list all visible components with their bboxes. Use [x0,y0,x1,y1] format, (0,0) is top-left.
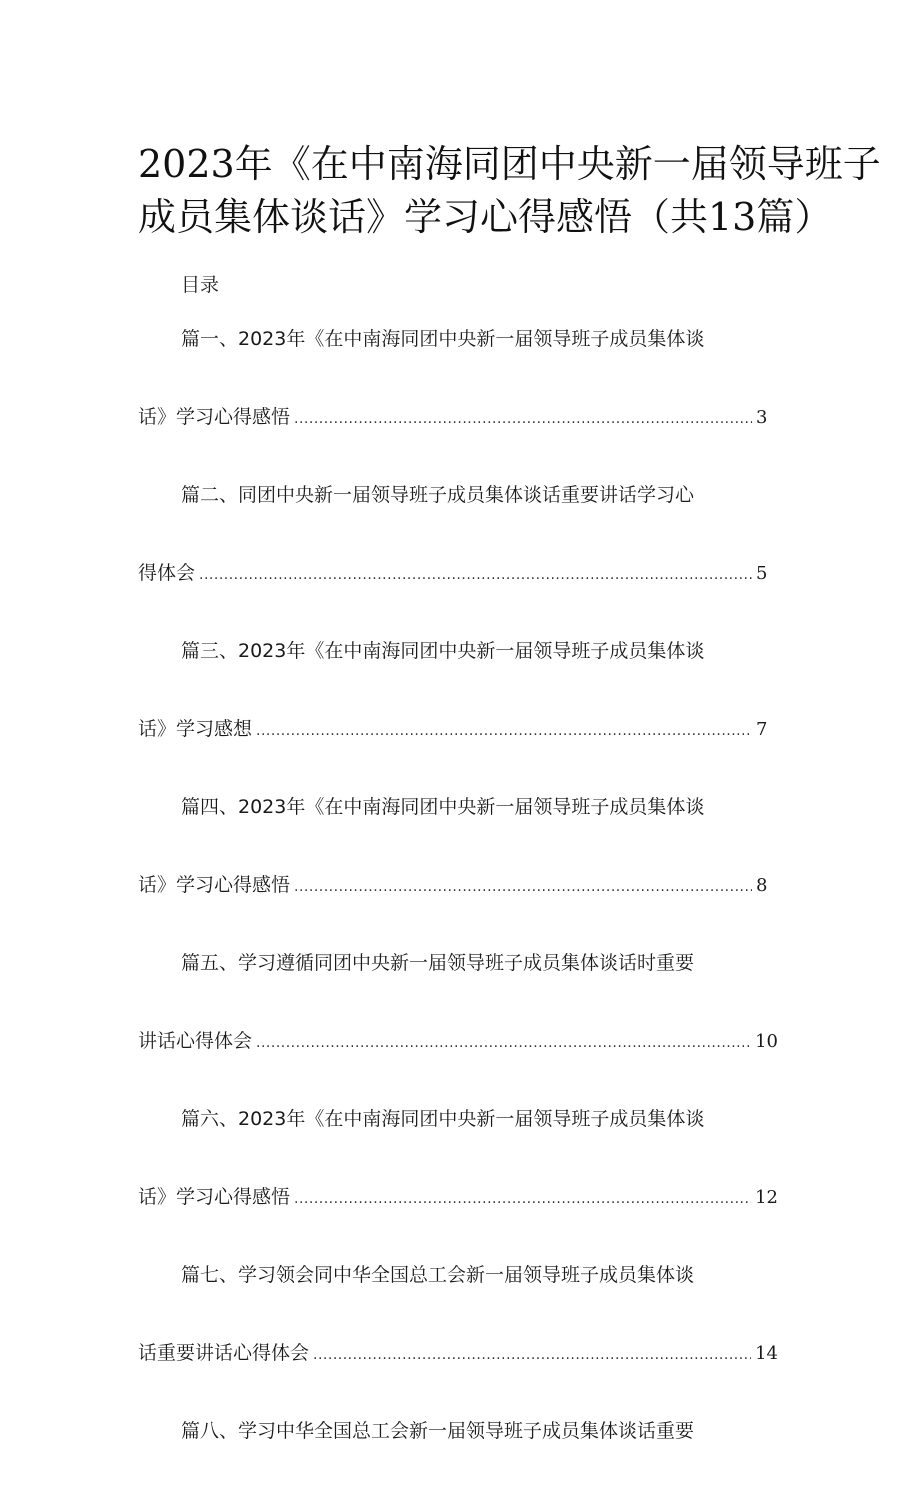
toc-entry-text-continued: 话》学习心得感悟 [138,406,291,428]
document-title [138,138,881,244]
toc-entry-7[interactable] [138,1258,778,1370]
toc-entry-1[interactable] [138,322,778,434]
dot-leader [199,558,752,592]
toc-entry-text-continued: 话》学习心得感悟 [138,874,291,896]
toc-page-number: 3 [756,407,768,428]
toc-entry-continuation [138,1180,778,1214]
toc-entry-6[interactable] [138,1102,778,1214]
toc-entry-continuation [138,400,778,434]
dot-leader [256,714,752,748]
toc-entry-text: 篇一、2023年《在中南海同团中央新一届领导班子成员集体谈 [181,328,705,350]
toc-entry-text-continued: 话》学习感想 [138,718,253,740]
dot-leader [294,402,752,436]
dot-leader [256,1026,751,1060]
dot-leader [294,870,752,904]
toc-entry-text: 篇四、2023年《在中南海同团中央新一届领导班子成员集体谈 [181,796,705,818]
toc-page-number: 10 [755,1031,778,1052]
toc-entry-text: 篇五、学习遵循同团中央新一届领导班子成员集体谈话时重要 [181,952,695,974]
table-of-contents [138,322,778,1492]
toc-heading: 目录 [181,274,220,296]
toc-page-number: 7 [756,719,768,740]
toc-entry-text: 篇三、2023年《在中南海同团中央新一届领导班子成员集体谈 [181,640,705,662]
toc-entry-text: 篇七、学习领会同中华全国总工会新一届领导班子成员集体谈 [181,1264,695,1286]
toc-entry-text-continued: 讲话心得体会 [138,1030,253,1052]
toc-entry-continuation [138,1336,778,1370]
document-title-line-2: 成员集体谈话》学习心得感悟（共13篇） [138,195,833,239]
toc-entry-8[interactable] [138,1414,778,1448]
document-title-line-1: 2023年《在中南海同团中央新一届领导班子 [138,142,881,186]
toc-entry-2[interactable] [138,478,778,590]
toc-page-number: 8 [756,875,768,896]
toc-entry-text-continued: 话》学习心得感悟 [138,1186,291,1208]
toc-entry-text-continued: 话重要讲话心得体会 [138,1342,310,1364]
toc-entry-continuation [138,712,778,746]
toc-entry-continuation [138,868,778,902]
toc-entry-text: 篇六、2023年《在中南海同团中央新一届领导班子成员集体谈 [181,1108,705,1130]
toc-entry-5[interactable] [138,946,778,1058]
toc-entry-text-continued: 得体会 [138,562,196,584]
toc-entry-3[interactable] [138,634,778,746]
dot-leader [313,1338,751,1372]
toc-entry-continuation [138,1024,778,1058]
toc-entry-4[interactable] [138,790,778,902]
toc-entry-continuation [138,556,778,590]
toc-page-number: 12 [755,1187,778,1208]
toc-page-number: 5 [756,563,768,584]
toc-entry-text: 篇二、同团中央新一届领导班子成员集体谈话重要讲话学习心 [181,484,695,506]
toc-entry-text: 篇八、学习中华全国总工会新一届领导班子成员集体谈话重要 [181,1420,695,1442]
dot-leader [294,1182,751,1216]
toc-page-number: 14 [755,1343,778,1364]
